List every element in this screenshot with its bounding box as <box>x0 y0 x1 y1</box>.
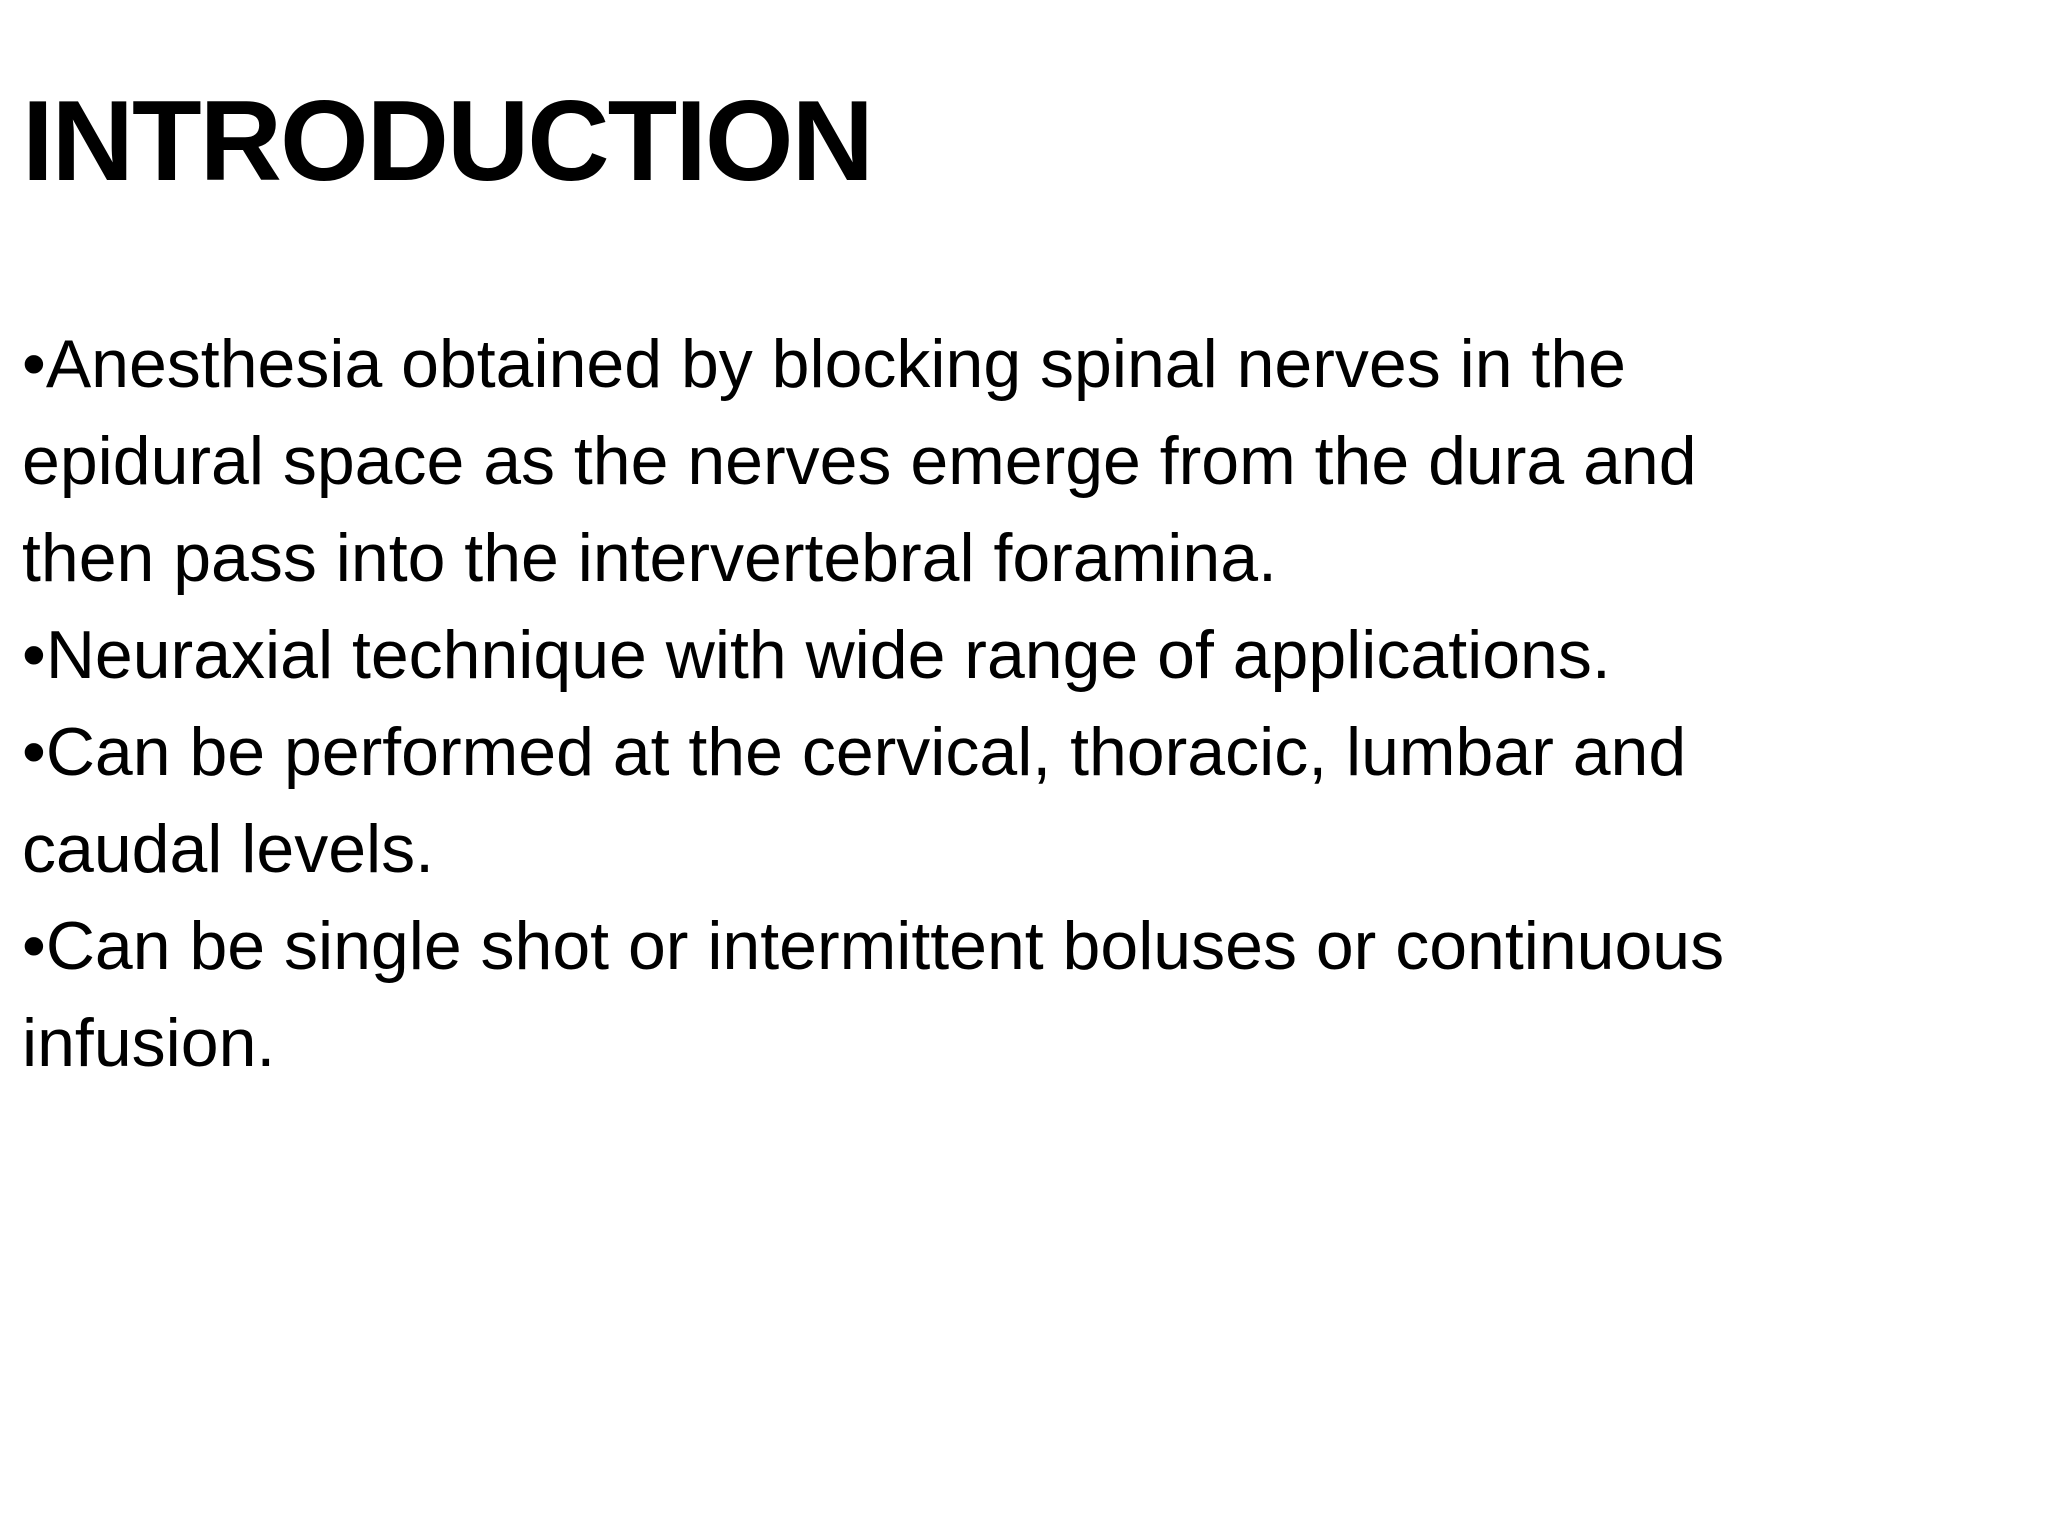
bullet-line <box>22 898 1982 995</box>
bullet-list <box>22 316 1982 1092</box>
bullet-line <box>22 704 1982 801</box>
bullet-item <box>22 898 1982 1092</box>
bullet-icon: • <box>22 714 46 790</box>
bullet-line <box>22 607 1982 704</box>
bullet-line: caudal levels. <box>22 811 435 887</box>
slide-title: INTRODUCTION <box>22 78 872 205</box>
bullet-line: epidural space as the nerves emerge from the dura and <box>22 423 1697 499</box>
bullet-icon: • <box>22 908 46 984</box>
bullet-icon: • <box>22 617 46 693</box>
bullet-line: then pass into the intervertebral foramina. <box>22 520 1277 596</box>
bullet-line <box>22 316 1982 413</box>
bullet-item <box>22 316 1982 607</box>
bullet-text: Can be single shot or intermittent boluses or continuous <box>45 908 1725 984</box>
bullet-item <box>22 607 1982 704</box>
bullet-text: Anesthesia obtained by blocking spinal nerves in the <box>45 326 1626 402</box>
bullet-item <box>22 704 1982 898</box>
bullet-text: Neuraxial technique with wide range of applications. <box>45 617 1611 693</box>
bullet-line: infusion. <box>22 1005 276 1081</box>
bullet-icon: • <box>22 326 46 402</box>
bullet-text: Can be performed at the cervical, thoracic, lumbar and <box>45 714 1687 790</box>
